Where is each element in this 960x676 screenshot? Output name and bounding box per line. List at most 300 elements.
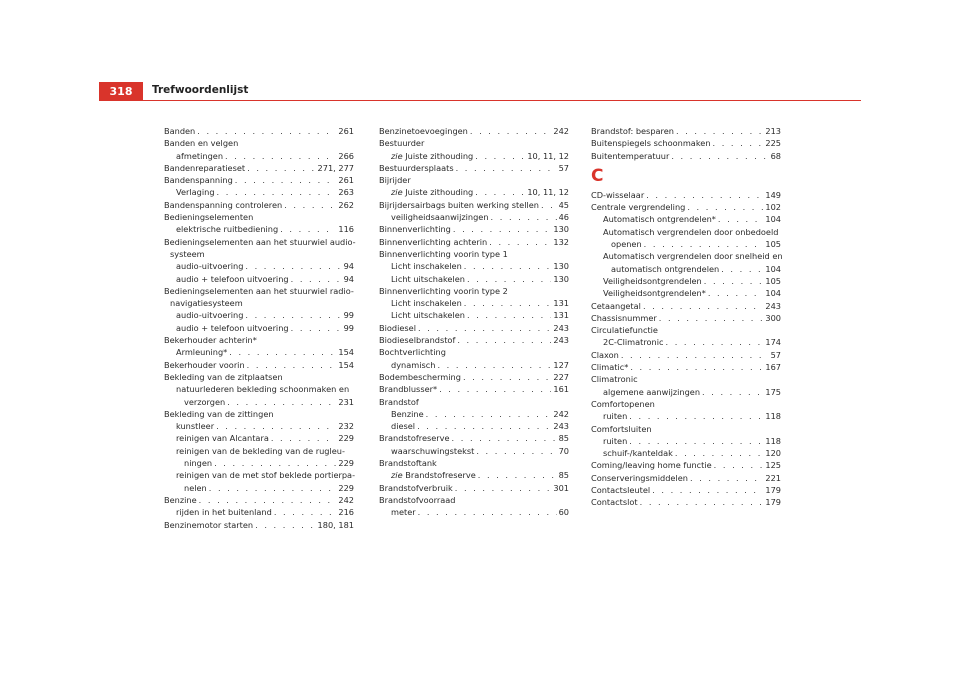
- entry-term: [176, 322, 289, 334]
- page-reference: 225: [765, 138, 781, 149]
- index-entry: [591, 336, 781, 348]
- dot-leader: [284, 199, 336, 211]
- index-heading-continued: navigatiesysteem: [170, 298, 243, 309]
- dot-leader: [417, 420, 551, 432]
- entry-term-text: Chassisnummer: [591, 312, 657, 323]
- index-entry: [379, 334, 569, 346]
- page-reference: 120: [765, 448, 781, 459]
- entry-term-text: Brandstof: besparen: [591, 126, 674, 136]
- dot-leader: [209, 482, 337, 494]
- page-reference: 125: [765, 460, 781, 471]
- entry-term: [591, 201, 685, 213]
- page-reference: 175: [765, 386, 781, 397]
- dot-leader: [225, 150, 336, 162]
- entry-term: [184, 482, 207, 494]
- entry-term-text: audio + telefoon uitvoering: [176, 273, 289, 284]
- index-heading: Brandstof: [379, 396, 419, 407]
- dot-leader: [227, 396, 336, 408]
- entry-term-text: Brandstofreserve: [379, 433, 450, 444]
- index-entry: [379, 359, 569, 371]
- index-heading: Automatisch vergrendelen door onbedoeld: [603, 226, 779, 237]
- dot-leader: [541, 199, 557, 211]
- entry-term: [591, 496, 638, 508]
- entry-term: [591, 300, 641, 312]
- entry-term-text: Benzine: [391, 408, 424, 419]
- index-heading: natuurlederen bekleding schoonmaken en: [176, 384, 350, 395]
- index-entry: [591, 137, 781, 149]
- entry-term: [176, 309, 243, 321]
- dot-leader: [489, 236, 551, 248]
- dot-leader: [426, 408, 552, 420]
- page-reference: 104: [765, 263, 781, 274]
- entry-term: [176, 346, 227, 358]
- dot-leader: [629, 435, 763, 447]
- index-entry: [591, 349, 781, 361]
- entry-term-text: Benzine: [164, 494, 197, 505]
- entry-term-text: Bodembescherming: [379, 371, 461, 382]
- entry-term: [176, 420, 214, 432]
- index-entry: [164, 482, 354, 494]
- dot-leader: [464, 260, 552, 272]
- dot-leader: [291, 273, 342, 285]
- page-reference: 45: [558, 199, 569, 210]
- entry-term: [176, 150, 223, 162]
- entry-term-text: Biodiesel: [379, 322, 416, 333]
- index-heading: Bedieningselementen: [164, 212, 254, 223]
- index-entry: [164, 309, 354, 321]
- entry-term-text: Bandenspanning controleren: [164, 199, 283, 210]
- index-column-2: [379, 125, 569, 519]
- index-entry: [379, 150, 569, 162]
- dot-leader: [274, 506, 337, 518]
- index-entry: [379, 297, 569, 309]
- index-entry: [379, 309, 569, 321]
- index-entry: [379, 236, 569, 248]
- entry-term-text: Binnenverlichting: [379, 224, 451, 235]
- index-entry: [591, 361, 781, 373]
- dot-leader: [475, 150, 525, 162]
- index-entry: [379, 371, 569, 383]
- dot-leader: [666, 336, 764, 348]
- dot-leader: [214, 457, 336, 469]
- entry-term-text: Banden: [164, 126, 196, 136]
- entry-term-text: Bandenreparatieset: [164, 162, 246, 173]
- entry-term-text: dynamisch: [391, 359, 436, 370]
- dot-leader: [216, 420, 336, 432]
- index-entry: [591, 459, 781, 471]
- page-reference: 180, 181: [317, 519, 354, 530]
- dot-leader: [467, 309, 551, 321]
- dot-leader: [671, 150, 768, 162]
- entry-term: [591, 125, 674, 137]
- entry-term-text: Licht inschakelen: [391, 298, 462, 309]
- dot-leader: [247, 359, 337, 371]
- page-reference: 229: [338, 458, 354, 469]
- entry-term: [379, 482, 453, 494]
- index-heading: Binnenverlichting voorin type 1: [379, 248, 508, 259]
- index-entry: [379, 186, 569, 198]
- entry-term: [176, 186, 215, 198]
- entry-term-text: schuif-/kanteldak: [603, 448, 673, 459]
- entry-term: [391, 309, 465, 321]
- entry-term-text: afmetingen: [176, 150, 224, 161]
- index-entry: [164, 174, 354, 186]
- entry-term-text: Brandstofreserve: [405, 470, 476, 481]
- page-reference: 130: [553, 224, 569, 235]
- index-heading: Circulatiefunctie: [591, 325, 658, 336]
- page-reference: 261: [338, 126, 354, 136]
- dot-leader: [453, 223, 552, 235]
- page-reference: 243: [553, 335, 569, 346]
- index-entry: [591, 410, 781, 422]
- dot-leader: [247, 162, 315, 174]
- page-reference: 232: [338, 421, 354, 432]
- page-reference: 216: [338, 507, 354, 518]
- entry-term: [591, 484, 650, 496]
- index-entry: [379, 383, 569, 395]
- index-heading: Bijrijder: [379, 175, 411, 186]
- index-entry: [591, 484, 781, 496]
- entry-term: [379, 223, 451, 235]
- index-entry: [591, 213, 781, 225]
- entry-term: [391, 420, 415, 432]
- entry-term: [603, 213, 716, 225]
- entry-term: [591, 137, 711, 149]
- page-reference: 261: [338, 175, 354, 186]
- index-entry: [379, 125, 569, 137]
- index-entry: [591, 201, 781, 213]
- entry-term: [391, 211, 489, 223]
- index-entry: [591, 189, 781, 201]
- index-heading: Bekleding van de zittingen: [164, 408, 274, 419]
- page-number: 318: [99, 82, 143, 101]
- entry-term: [603, 435, 627, 447]
- page-reference: 94: [343, 273, 354, 284]
- entry-term: [164, 359, 245, 371]
- dot-leader: [463, 371, 551, 383]
- index-entry: [164, 396, 354, 408]
- page-reference: 99: [343, 310, 354, 321]
- index-entry: [591, 238, 781, 250]
- page-reference: 242: [553, 408, 569, 419]
- entry-term: [603, 447, 673, 459]
- dot-leader: [455, 482, 552, 494]
- entry-term: [379, 383, 437, 395]
- entry-term-text: kunstleer: [176, 421, 215, 432]
- entry-term: [379, 162, 454, 174]
- section-letter: C: [591, 165, 604, 186]
- entry-term: [391, 260, 462, 272]
- entry-term: [603, 410, 627, 422]
- entry-term: [379, 236, 487, 248]
- page-reference: 179: [765, 497, 781, 508]
- page-reference: 118: [765, 435, 781, 446]
- dot-leader: [721, 263, 763, 275]
- page-reference: 57: [770, 349, 781, 360]
- entry-term-text: audio-uitvoering: [176, 261, 244, 272]
- page-reference: 104: [765, 288, 781, 299]
- entry-term: [391, 408, 424, 420]
- index-entry: [164, 506, 354, 518]
- entry-term-text: automatisch ontgrendelen: [611, 263, 720, 274]
- entry-term: [391, 273, 465, 285]
- page-reference: 104: [765, 214, 781, 225]
- entry-term: [391, 186, 473, 198]
- page-reference: 130: [553, 261, 569, 272]
- entry-term-text: Brandstofverbruik: [379, 482, 453, 493]
- entry-term-text: Climatic*: [591, 362, 629, 373]
- dot-leader: [245, 309, 341, 321]
- dot-leader: [280, 223, 336, 235]
- page-reference: 46: [558, 212, 569, 223]
- entry-term-text: Automatisch ontgrendelen*: [603, 214, 716, 225]
- entry-term-text: Armleuning*: [176, 347, 228, 358]
- entry-term-text: elektrische ruitbediening: [176, 224, 279, 235]
- entry-term: [176, 223, 278, 235]
- dot-leader: [652, 484, 763, 496]
- index-heading: Bochtverlichting: [379, 347, 446, 358]
- entry-term-text: openen: [611, 239, 642, 250]
- entry-term-text: verzorgen: [184, 396, 226, 407]
- dot-leader: [491, 211, 557, 223]
- entry-term-text: Licht inschakelen: [391, 261, 462, 272]
- dot-leader: [675, 447, 764, 459]
- entry-term: [176, 506, 272, 518]
- entry-term: [379, 432, 450, 444]
- index-entry: [591, 287, 781, 299]
- entry-term-text: audio + telefoon uitvoering: [176, 322, 289, 333]
- index-entry: [164, 125, 354, 137]
- dot-leader: [470, 125, 551, 137]
- index-entry: [379, 260, 569, 272]
- dot-leader: [690, 472, 763, 484]
- page-reference: 60: [558, 507, 569, 518]
- entry-term-text: reinigen van Alcantara: [176, 433, 269, 444]
- page-reference: 68: [770, 150, 781, 161]
- dot-leader: [245, 260, 341, 272]
- entry-term: [603, 386, 700, 398]
- index-heading: Bedieningselementen aan het stuurwiel radio-: [164, 285, 354, 296]
- entry-term-text: Bijrijdersairbags buiten werking stellen: [379, 199, 539, 210]
- entry-term: [379, 371, 461, 383]
- entry-term-text: Brandblusser*: [379, 384, 438, 395]
- index-heading: Comfortopenen: [591, 398, 655, 409]
- entry-term: [391, 359, 435, 371]
- dot-leader: [644, 238, 764, 250]
- index-entry: [591, 496, 781, 508]
- page-reference: 10, 11, 12: [527, 187, 569, 198]
- index-heading: Bekerhouder achterin*: [164, 335, 257, 346]
- dot-leader: [714, 459, 764, 471]
- index-entry: [591, 312, 781, 324]
- entry-term: [391, 506, 416, 518]
- page-reference: 105: [765, 275, 781, 286]
- page-reference: 242: [553, 126, 569, 136]
- index-entry: [591, 447, 781, 459]
- entry-term-text: Benzinemotor starten: [164, 519, 254, 530]
- page-title: Trefwoordenlijst: [152, 84, 249, 96]
- index-heading: Climatronic: [591, 374, 638, 385]
- dot-leader: [271, 432, 337, 444]
- index-column-1: [164, 125, 354, 531]
- entry-term: [591, 349, 619, 361]
- page-reference: 127: [553, 359, 569, 370]
- entry-term-text: ningen: [184, 458, 213, 469]
- entry-term-text: Juiste zithouding: [405, 187, 474, 198]
- index-entry: [591, 386, 781, 398]
- entry-term: [391, 150, 473, 162]
- dot-leader: [255, 519, 315, 531]
- entry-term-text: 2C-Climatronic: [603, 337, 664, 348]
- entry-term: [184, 457, 212, 469]
- entry-term-text: Verlaging: [176, 187, 215, 198]
- page-reference: 161: [553, 384, 569, 395]
- dot-leader: [235, 174, 337, 186]
- entry-term: [164, 494, 197, 506]
- index-entry: [164, 260, 354, 272]
- page-reference: 131: [553, 298, 569, 309]
- dot-leader: [475, 186, 525, 198]
- entry-term-text: algemene aanwijzingen: [603, 386, 701, 397]
- dot-leader: [439, 383, 551, 395]
- dot-leader: [659, 312, 764, 324]
- entry-term-text: Bandenspanning: [164, 175, 233, 186]
- dot-leader: [467, 273, 551, 285]
- entry-term: [379, 334, 455, 346]
- entry-term-text: waarschuwingstekst: [391, 445, 475, 456]
- page-reference: 167: [765, 362, 781, 373]
- index-entry: [379, 223, 569, 235]
- dot-leader: [464, 297, 552, 309]
- index-entry: [379, 506, 569, 518]
- index-entry: [379, 211, 569, 223]
- page-reference: 118: [765, 411, 781, 422]
- entry-term: [379, 199, 539, 211]
- index-entry: [379, 469, 569, 481]
- dot-leader: [197, 125, 336, 137]
- index-entry: [379, 445, 569, 457]
- index-heading: Bestuurder: [379, 138, 425, 149]
- page-reference: 229: [338, 482, 354, 493]
- index-entry: [164, 162, 354, 174]
- dot-leader: [708, 287, 764, 299]
- entry-term: [591, 312, 657, 324]
- entry-term-text: Coming/leaving home functie: [591, 460, 712, 471]
- index-entry: [164, 457, 354, 469]
- page-reference: 231: [338, 396, 354, 407]
- entry-term-text: Centrale vergrendeling: [591, 202, 686, 213]
- index-heading: reinigen van de bekleding van de rugleu-: [176, 445, 345, 456]
- page-reference: 132: [553, 236, 569, 247]
- dot-leader: [217, 186, 337, 198]
- entry-term: [603, 275, 702, 287]
- index-entry: [164, 432, 354, 444]
- index-heading: Comfortsluiten: [591, 423, 652, 434]
- index-heading: Binnenverlichting voorin type 2: [379, 285, 508, 296]
- page-reference: 154: [338, 359, 354, 370]
- entry-term: [379, 322, 416, 334]
- entry-term-text: diesel: [391, 421, 416, 432]
- index-entry: [591, 275, 781, 287]
- entry-term-text: Binnenverlichting achterin: [379, 236, 488, 247]
- index-heading: Bedieningselementen aan het stuurwiel audio-: [164, 236, 356, 247]
- index-entry: [591, 150, 781, 162]
- dot-leader: [676, 125, 763, 137]
- index-heading: Brandstoftank: [379, 458, 437, 469]
- entry-term: [164, 519, 253, 531]
- entry-term-text: Biodieselbrandstof: [379, 335, 456, 346]
- dot-leader: [643, 300, 763, 312]
- entry-term-text: nelen: [184, 482, 207, 493]
- dot-leader: [457, 334, 551, 346]
- dot-leader: [452, 432, 557, 444]
- dot-leader: [478, 469, 557, 481]
- index-entry: [164, 494, 354, 506]
- page-reference: 154: [338, 347, 354, 358]
- index-entry: [591, 435, 781, 447]
- entry-term-text: Veiligheidsontgrendelen*: [603, 288, 706, 299]
- dot-leader: [476, 445, 556, 457]
- page-reference: 300: [765, 312, 781, 323]
- page-reference: 301: [553, 482, 569, 493]
- entry-term: [164, 174, 233, 186]
- index-entry: [164, 519, 354, 531]
- page-reference: 85: [558, 470, 569, 481]
- page-reference: 105: [765, 239, 781, 250]
- index-entry: [379, 420, 569, 432]
- entry-term: [611, 263, 719, 275]
- index-heading-continued: systeem: [170, 248, 205, 259]
- index-entry: [379, 199, 569, 211]
- index-entry: [379, 482, 569, 494]
- entry-term: [591, 459, 712, 471]
- index-entry: [379, 273, 569, 285]
- entry-term-text: Licht uitschakelen: [391, 310, 465, 321]
- dot-leader: [291, 322, 342, 334]
- entry-term-text: ruiten: [603, 435, 628, 446]
- entry-term: [164, 162, 245, 174]
- index-entry: [164, 223, 354, 235]
- index-heading: Banden en velgen: [164, 138, 239, 149]
- page-reference: 266: [338, 150, 354, 161]
- entry-term: [603, 336, 664, 348]
- entry-term-text: Bekerhouder voorin: [164, 359, 245, 370]
- entry-term-text: Buitenspiegels schoonmaken: [591, 138, 711, 149]
- page-reference: 10, 11, 12: [527, 150, 569, 161]
- page-reference: 263: [338, 187, 354, 198]
- page-reference: 213: [765, 126, 781, 136]
- see-reference: zie: [391, 187, 403, 198]
- entry-term: [591, 189, 644, 201]
- page-reference: 131: [553, 310, 569, 321]
- entry-term: [164, 199, 282, 211]
- index-entry: [164, 186, 354, 198]
- dot-leader: [621, 349, 769, 361]
- entry-term: [611, 238, 642, 250]
- index-heading: Brandstofvoorraad: [379, 494, 456, 505]
- entry-term: [391, 469, 476, 481]
- index-entry: [591, 125, 781, 137]
- entry-term-text: CD-wisselaar: [591, 189, 645, 200]
- entry-term: [591, 361, 628, 373]
- see-reference: zie: [391, 470, 403, 481]
- page-reference: 116: [338, 224, 354, 235]
- entry-term: [391, 445, 474, 457]
- header-divider: [99, 100, 861, 101]
- index-entry: [379, 162, 569, 174]
- index-heading: Automatisch vergrendelen door snelheid en: [603, 251, 783, 262]
- dot-leader: [640, 496, 764, 508]
